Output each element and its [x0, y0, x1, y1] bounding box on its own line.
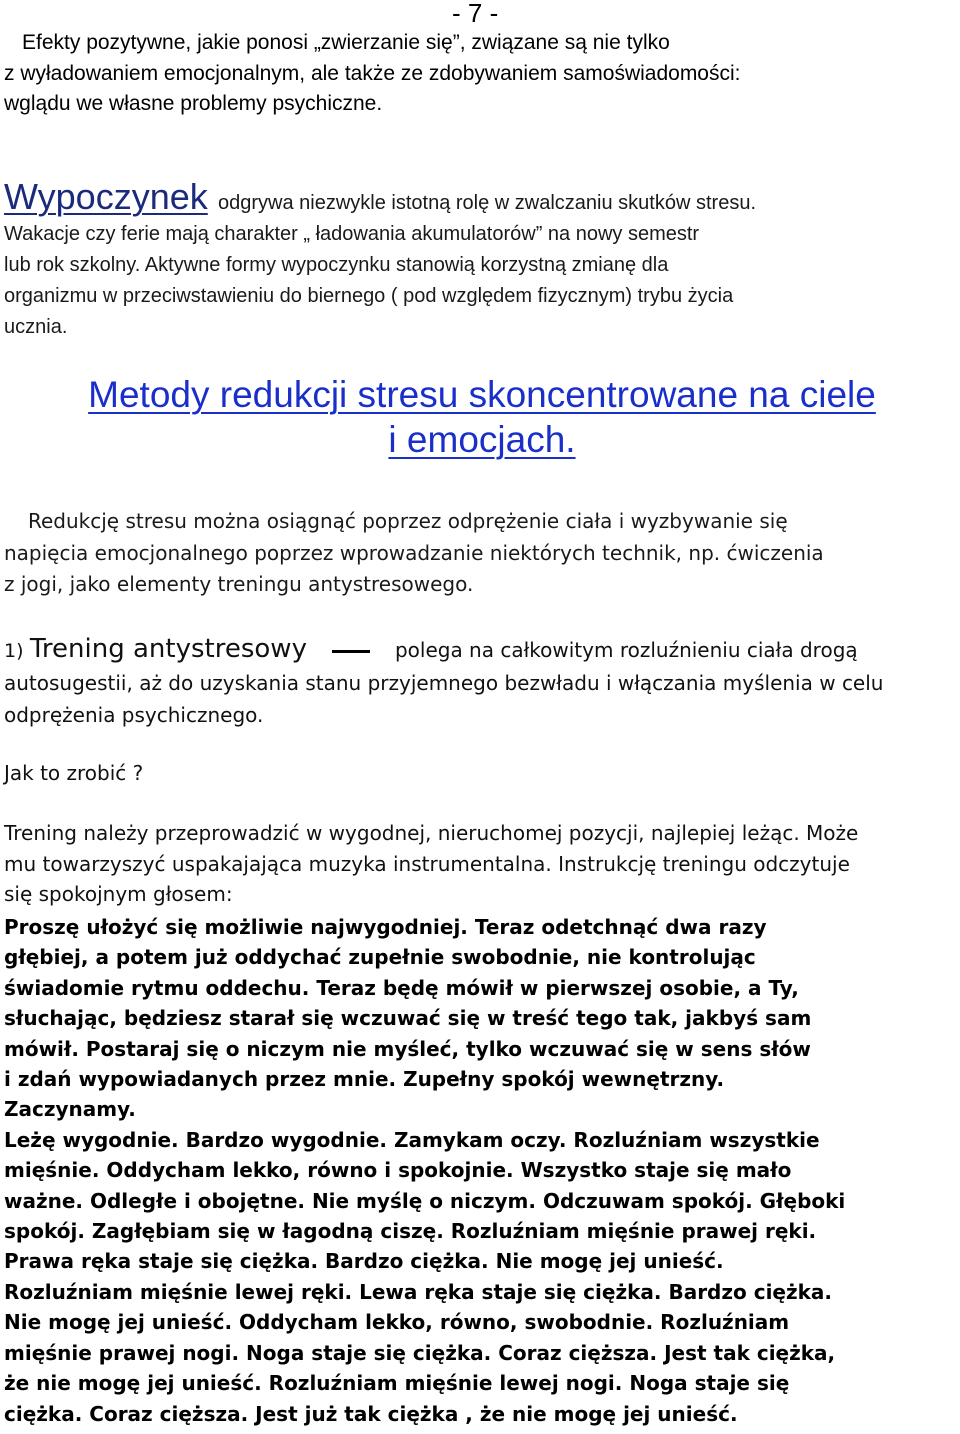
section-heading-line: i emocjach.: [388, 419, 576, 460]
text-line: lub rok szkolny. Aktywne formy wypoczynku stanowią korzystną zmianę dla: [4, 254, 669, 276]
script-line: ważne. Odległe i obojętne. Nie myślę o niczym. Odczuwam spokój. Głęboki: [4, 1188, 846, 1213]
text-line: Trening należy przeprowadzić w wygodnej, nieruchomej pozycji, najlepiej leżąc. Może: [4, 821, 859, 845]
trening-first-line: polega na całkowitym rozluźnieniu ciała drogą: [394, 638, 858, 662]
training-script: [4, 912, 960, 1429]
trening-paragraph: [4, 633, 960, 731]
text-line: odprężenia psychicznego.: [4, 703, 264, 727]
script-line: słuchając, będziesz starał się wczuwać się w treść tego tak, jakbyś sam: [4, 1006, 812, 1031]
instruction-paragraph: [4, 818, 960, 910]
script-line: Zaczynamy.: [4, 1097, 136, 1122]
text-line: mu towarzyszyć uspakajająca muzyka instrumentalna. Instrukcję treningu odczytuje: [4, 851, 850, 876]
script-line: spokój. Zagłębiam się w łagodną ciszę. Rozluźniam mięśnie prawej ręki.: [4, 1219, 817, 1244]
question-text: Jak to zrobić ?: [4, 761, 144, 785]
text-line: organizmu w przeciwstawieniu do biernego ( pod względem fizycznym) trybu życia: [4, 285, 734, 307]
trening-title: Trening antystresowy: [29, 634, 307, 664]
section-heading: [2, 373, 960, 417]
dash-separator: [307, 634, 395, 666]
list-number: 1): [4, 640, 24, 662]
script-line: mięśnie. Oddycham lekko, równo i spokojnie. Wszystko staje się mało: [4, 1158, 792, 1183]
script-line: głębiej, a potem już oddychać zupełnie swobodnie, nie kontrolując: [4, 945, 756, 970]
wypoczynek-first-line: odgrywa niezwykle istotną rolę w zwalczaniu skutków stresu.: [218, 192, 756, 214]
text-line: Wakacje czy ferie mają charakter „ ładowania akumulatorów” na nowy semestr: [4, 223, 700, 245]
text-line: [4, 633, 960, 667]
text-line: się spokojnym głosem:: [4, 882, 233, 906]
script-line: że nie mogę jej unieść. Rozluźniam mięśnie lewej nogi. Noga staje się: [4, 1371, 790, 1396]
text-line: wglądu we własne problemy psychiczne.: [4, 92, 383, 115]
question-paragraph: [4, 758, 960, 788]
script-line: Leżę wygodnie. Bardzo wygodnie. Zamykam oczy. Rozluźniam wszystkie: [4, 1127, 820, 1152]
text-line: autosugestii, aż do uzyskania stanu przyjemnego bezwładu i włączania myślenia w celu: [4, 671, 884, 695]
section-heading-line: Metody redukcji stresu skoncentrowane na ciele: [88, 374, 876, 415]
text-line: napięcia emocjonalnego poprzez wprowadzanie niektórych technik, np. ćwiczenia: [4, 540, 824, 565]
script-line: świadomie rytmu oddechu. Teraz będę mówił w pierwszej osobie, a Ty,: [4, 975, 799, 1000]
script-line: mięśnie prawej nogi. Noga staje się ciężka. Coraz cięższa. Jest tak ciężka,: [4, 1340, 836, 1365]
wypoczynek-title: Wypoczynek: [4, 176, 208, 217]
script-line: Nie mogę jej unieść. Oddycham lekko, równo, swobodnie. Rozluźniam: [4, 1310, 790, 1335]
script-line: ciężka. Coraz cięższa. Jest już tak ciężka , że nie mogę jej unieść.: [4, 1401, 738, 1426]
text-line: z jogi, jako elementy treningu antystresowego.: [4, 572, 474, 596]
text-line: [4, 176, 960, 219]
intro-paragraph: [4, 28, 960, 120]
section-heading: [2, 418, 960, 462]
reduction-paragraph: [4, 506, 960, 601]
script-line: i zdań wypowiadanych przez mnie. Zupełny spokój wewnętrzny.: [4, 1067, 725, 1092]
script-line: mówił. Postaraj się o niczym nie myśleć, tylko wczuwać się w sens słów: [4, 1036, 811, 1061]
text-line: z wyładowaniem emocjonalnym, ale także ze zdobywaniem samoświadomości:: [4, 61, 741, 85]
script-line: Rozluźniam mięśnie lewej ręki. Lewa ręka staje się ciężka. Bardzo ciężka.: [4, 1279, 833, 1304]
page-number: - 7 -: [452, 0, 499, 28]
text-line: ucznia.: [4, 316, 68, 338]
script-line: Prawa ręka staje się ciężka. Bardzo ciężka. Nie mogę jej unieść.: [4, 1249, 724, 1274]
text-line: Efekty pozytywne, jakie ponosi „zwierzanie się”, związane są nie tylko: [22, 31, 670, 54]
wypoczynek-paragraph: [4, 176, 960, 343]
text-line: Redukcję stresu można osiągnąć poprzez odprężenie ciała i wyzbywanie się: [28, 509, 788, 533]
script-line: Proszę ułożyć się możliwie najwygodniej. Teraz odetchnąć dwa razy: [4, 915, 767, 939]
